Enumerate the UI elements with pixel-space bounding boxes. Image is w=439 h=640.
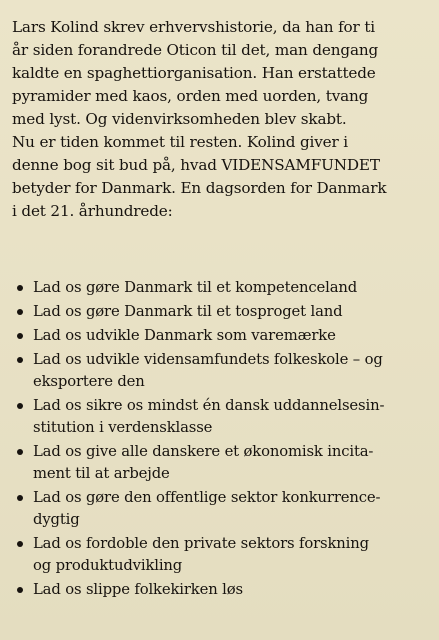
list-item-text: Lad os udvikle Danmark som varemærke <box>33 327 336 344</box>
list-item-text: Lad os give alle danskere et økonomisk incita- <box>33 443 374 460</box>
list-item-text: Lad os gøre Danmark til et tosproget land <box>33 303 343 320</box>
intro-line: betyder for Danmark. En dagsorden for Danmark <box>12 179 387 197</box>
list-item-text: Lad os gøre Danmark til et kompetenceland <box>33 279 358 296</box>
bullet-icon <box>17 587 23 593</box>
intro-line: pyramider med kaos, orden med uorden, tvang <box>12 87 369 105</box>
intro-line: kaldte en spaghettiorganisation. Han erstattede <box>12 64 376 82</box>
list-item-text: dygtig <box>33 511 80 528</box>
bullet-icon <box>17 495 23 501</box>
bullet-icon <box>17 309 23 315</box>
intro-line: med lyst. Og videnvirksomheden blev skabt. <box>12 110 347 128</box>
list-item <box>14 301 434 323</box>
list-item <box>14 325 434 347</box>
list-item-text: eksportere den <box>33 373 145 390</box>
bullet-icon <box>17 333 23 339</box>
list-item-text: Lad os sikre os mindst én dansk uddannelsesin- <box>33 397 385 414</box>
bullet-icon <box>17 449 23 455</box>
list-item-text: ment til at arbejde <box>33 465 170 482</box>
list-item-text: stitution i verdensklasse <box>33 419 213 436</box>
intro-line: år siden forandrede Oticon til det, man dengang <box>12 41 379 59</box>
list-item-text: og produktudvikling <box>33 557 183 574</box>
bullet-icon <box>17 285 23 291</box>
intro-line: Nu er tiden kommet til resten. Kolind giver i <box>12 133 349 151</box>
list-item-text: Lad os gøre den offentlige sektor konkurrence- <box>33 489 381 506</box>
list-item <box>14 277 434 299</box>
intro-line: Lars Kolind skrev erhvervshistorie, da han for ti <box>12 18 375 36</box>
list-item <box>14 579 434 601</box>
list-item <box>14 487 434 531</box>
intro-line: i det 21. århundrede: <box>12 202 173 220</box>
list-item-text: Lad os slippe folkekirken løs <box>33 581 243 598</box>
bullet-icon <box>17 541 23 547</box>
list-item <box>14 395 434 439</box>
agenda-list <box>14 277 434 603</box>
intro-paragraph <box>12 16 432 223</box>
list-item <box>14 533 434 577</box>
list-item-text: Lad os udvikle vidensamfundets folkeskole – og <box>33 351 383 368</box>
intro-line: denne bog sit bud på, hvad VIDENSAMFUNDET <box>12 156 380 174</box>
list-item-text: Lad os fordoble den private sektors forskning <box>33 535 369 552</box>
bullet-icon <box>17 403 23 409</box>
list-item <box>14 441 434 485</box>
bullet-icon <box>17 357 23 363</box>
list-item <box>14 349 434 393</box>
